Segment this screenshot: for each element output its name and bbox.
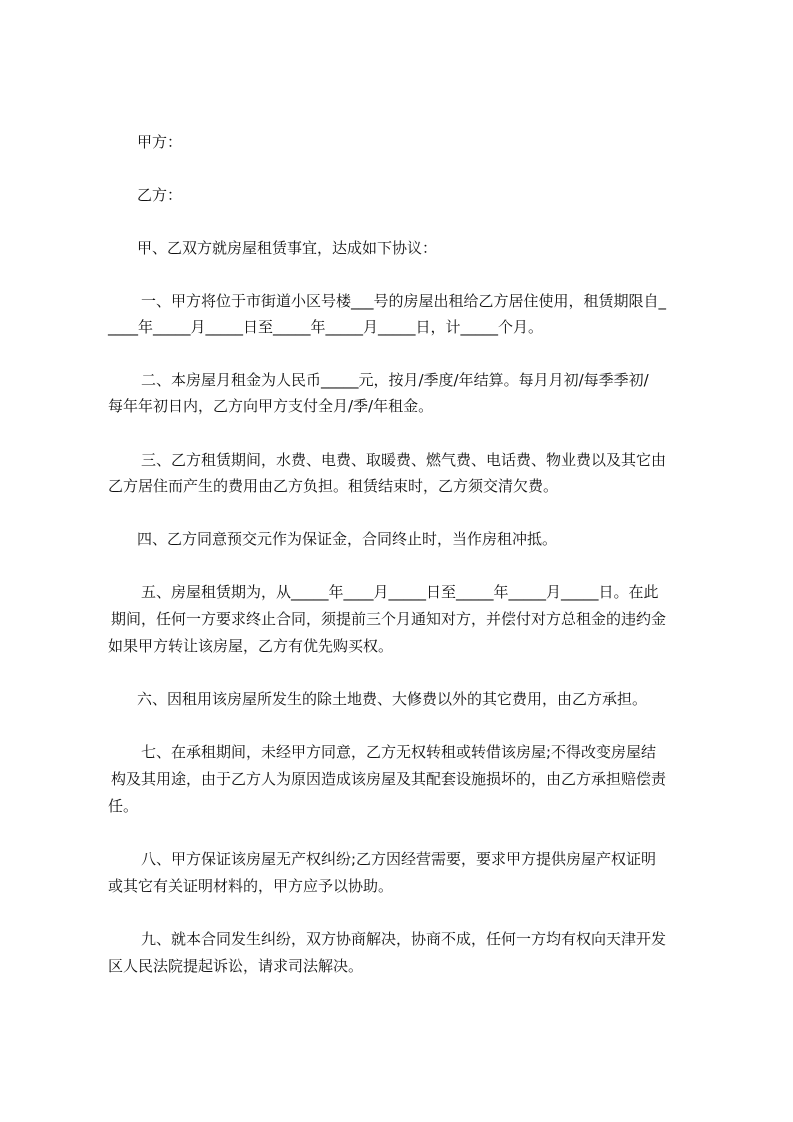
clause-9-line-2: 区人民法院提起诉讼，请求司法解决。 — [108, 957, 364, 975]
clause-1-line-1: 一、甲方将位于市街道小区号楼___号的房屋出租给乙方居住使用，租赁期限自_ — [141, 292, 667, 310]
clause-7-line-3: 任。 — [108, 797, 139, 815]
clause-7-line-2: 构及其用途，由于乙方人为原因造成该房屋及其配套设施损坏的，由乙方承担赔偿责 — [111, 770, 667, 788]
party-a-label: 甲方： — [137, 133, 183, 151]
agreement-intro: 甲、乙双方就房屋租赁事宜，达成如下协议： — [137, 239, 438, 257]
clause-3-line-1: 三、乙方租赁期间，水费、电费、取暖费、燃气费、电话费、物业费以及其它由 — [141, 451, 667, 469]
party-b-label: 乙方： — [137, 186, 183, 204]
clause-5-line-1: 五、房屋租赁期为，从_____年____月_____日至_____年_____月_____日。在此 — [141, 583, 659, 601]
clause-6-line-1: 六、因租用该房屋所发生的除土地费、大修费以外的其它费用，由乙方承担。 — [137, 690, 648, 708]
clause-2-line-2: 每年年初日内，乙方向甲方支付全月/季/年租金。 — [108, 397, 434, 415]
clause-3-line-2: 乙方居住而产生的费用由乙方负担。租赁结束时，乙方须交清欠费。 — [108, 477, 559, 495]
clause-9-line-1: 九、就本合同发生纠纷，双方协商解决，协商不成，任何一方均有权向天津开发 — [141, 930, 667, 948]
clause-5-line-2: 期间，任何一方要求终止合同，须提前三个月通知对方，并偿付对方总租金的违约金 — [111, 610, 667, 628]
clause-1-line-2: ____年_____月_____日至_____年_____月_____日，计_____个月。 — [108, 318, 544, 336]
clause-5-line-3: 如果甲方转让该房屋，乙方有优先购买权。 — [108, 637, 394, 655]
clause-4-line-1: 四、乙方同意预交元作为保证金，合同终止时，当作房租冲抵。 — [137, 530, 558, 548]
clause-7-line-1: 七、在承租期间，未经甲方同意，乙方无权转租或转借该房屋;不得改变房屋结 — [141, 743, 657, 761]
clause-2-line-1: 二、本房屋月租金为人民币_____元，按月/季度/年结算。每月月初/每季季初/ — [141, 371, 649, 389]
clause-8-line-1: 八、甲方保证该房屋无产权纠纷;乙方因经营需要，要求甲方提供房屋产权证明 — [141, 850, 657, 868]
clause-8-line-2: 或其它有关证明材料的，甲方应予以协助。 — [108, 877, 394, 895]
